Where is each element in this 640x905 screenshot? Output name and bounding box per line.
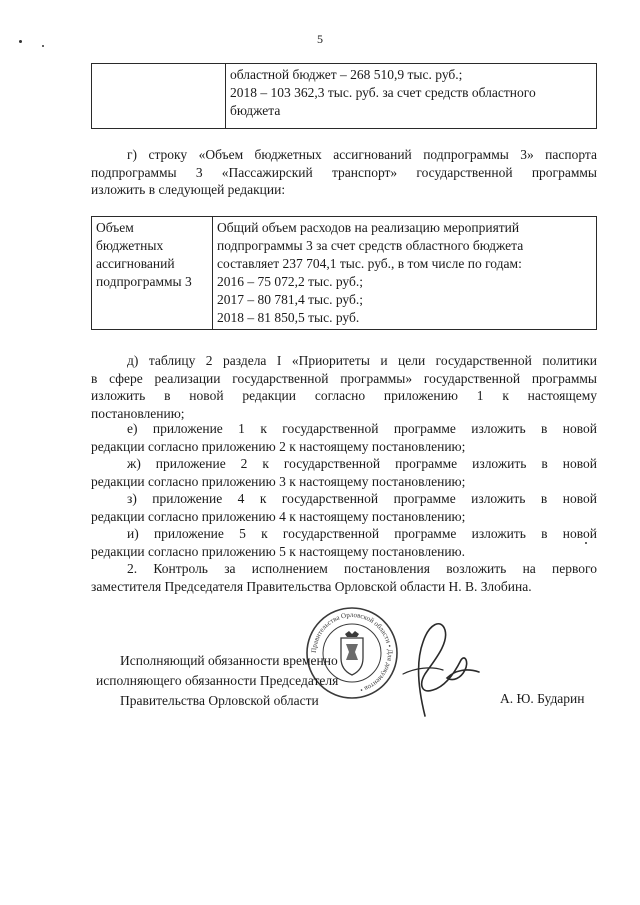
budget-table-subprogram-3 xyxy=(91,216,597,330)
text-line: г) строку «Объем бюджетных ассигнований подпрограммы 3» паспорта xyxy=(127,147,597,162)
text-line: постановлению; xyxy=(91,405,185,421)
table-line: бюджетных xyxy=(96,238,164,253)
table-line: 2018 – 81 850,5 тыс. руб. xyxy=(217,310,360,325)
table-line: 2018 – 103 362,3 тыс. руб. за счет средств областного xyxy=(230,85,536,100)
text-line: изложить в новой редакции согласно приложению 1 к настоящему xyxy=(91,388,597,403)
text-line: редакции согласно приложению 5 к настоящему постановлению. xyxy=(91,543,466,559)
signer-name: А. Ю. Бударин xyxy=(500,691,585,706)
text-line: и) приложение 5 к государственной программе изложить в новой xyxy=(127,526,597,541)
table-empty-cell xyxy=(92,64,226,129)
table-line: Объем xyxy=(96,220,134,235)
paragraph-e xyxy=(91,420,597,455)
text-line: редакции согласно приложению 3 к настоящему постановлению; xyxy=(91,473,466,489)
table-value-cell xyxy=(213,217,597,330)
text-line: редакции согласно приложению 4 к настоящему постановлению; xyxy=(91,508,466,524)
table-label-cell xyxy=(92,217,213,330)
paragraph-g xyxy=(91,146,597,199)
paragraph-zh xyxy=(91,455,597,490)
seal-ring-text: Правительства Орловской области • Для документов • xyxy=(309,610,395,694)
handwritten-signature-icon xyxy=(395,612,485,722)
table-value-cell xyxy=(226,64,597,129)
text-line: заместителя Председателя Правительства Орловской области Н. В. Злобина. xyxy=(91,578,532,594)
paragraph-z xyxy=(91,490,597,525)
paragraph-2 xyxy=(91,560,597,595)
table-line: составляет 237 704,1 тыс. руб., в том числе по годам: xyxy=(217,256,522,271)
table-line: областной бюджет – 268 510,9 тыс. руб.; xyxy=(230,67,463,82)
text-line: ж) приложение 2 к государственной программе изложить в новой xyxy=(127,456,597,471)
signer-title-line-2: исполняющего обязанности Председателя xyxy=(96,673,339,688)
table-line: подпрограммы 3 за счет средств областного бюджета xyxy=(217,238,524,253)
text-line: 2. Контроль за исполнением постановления возложить на первого xyxy=(127,561,597,576)
table-line: 2017 – 80 781,4 тыс. руб.; xyxy=(217,292,363,307)
text-line: редакции согласно приложению 2 к настоящему постановлению; xyxy=(91,438,466,454)
table-line: подпрограммы 3 xyxy=(96,274,192,289)
text-line: подпрограммы 3 «Пассажирский транспорт» государственной программы xyxy=(91,164,597,180)
page-number: 5 xyxy=(317,32,323,46)
table-line: 2016 – 75 072,2 тыс. руб.; xyxy=(217,274,363,289)
text-line: изложить в следующей редакции: xyxy=(91,182,286,197)
text-line: з) приложение 4 к государственной программе изложить в новой xyxy=(127,491,597,506)
table-line: Общий объем расходов на реализацию мероприятий xyxy=(217,220,520,235)
signer-title-line-3: Правительства Орловской области xyxy=(120,693,319,708)
budget-table-continuation xyxy=(91,63,597,129)
text-line: д) таблицу 2 раздела I «Приоритеты и цели государственной политики xyxy=(127,353,597,368)
text-line: е) приложение 1 к государственной программе изложить в новой xyxy=(127,421,597,436)
paragraph-d xyxy=(91,352,597,422)
table-line: бюджета xyxy=(230,103,281,118)
paragraph-i xyxy=(91,525,597,560)
table-line: ассигнований xyxy=(96,256,175,271)
text-line: в сфере реализации государственной программы» государственной программы xyxy=(91,370,597,386)
signer-title-line-1: Исполняющий обязанности временно xyxy=(120,653,338,668)
